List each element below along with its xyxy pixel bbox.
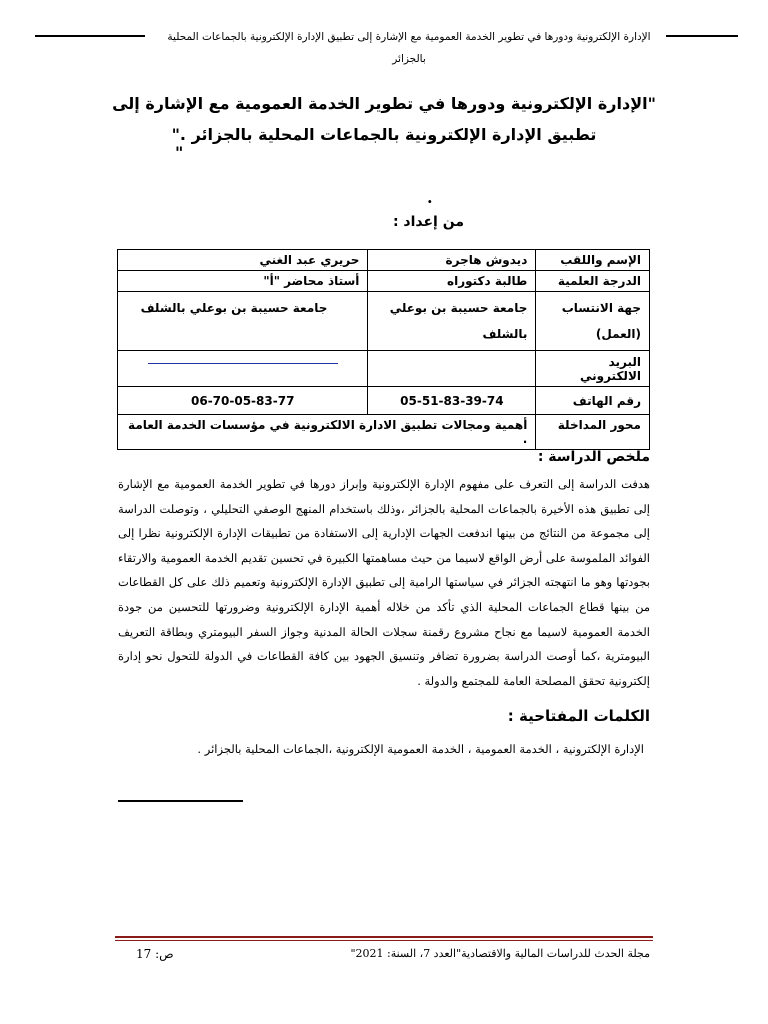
running-header: [0, 22, 768, 70]
author-2-name: حريري عبد الغني: [118, 250, 368, 271]
running-header-text: الإدارة الإلكترونية ودورها في تطوير الخدمة العمومية مع الإشارة إلى تطبيق الإدارة الإلكترونية بالجماعات المحلية بالجزائر: [167, 31, 651, 65]
email-label: البريد الالكتروني: [536, 351, 650, 387]
abstract-heading: ملخص الدراسة :: [537, 449, 650, 465]
email-link-underline[interactable]: [148, 363, 338, 364]
phone-label: رقم الهاتف: [536, 387, 650, 415]
footnote-separator: [118, 800, 243, 802]
author-2-phone: 06-70-05-83-77: [118, 387, 368, 415]
author-2-affiliation: جامعة حسيبة بن بوعلي بالشلف: [118, 292, 368, 351]
header-rule-right: [666, 35, 738, 37]
keywords-heading: الكلمات المفتاحية :: [507, 707, 650, 725]
table-row: [118, 351, 650, 387]
header-rule-left: [35, 35, 145, 37]
page-number: ص: 17: [136, 947, 174, 961]
table-row: [118, 292, 650, 351]
author-1-degree: طالبة دكتوراه: [368, 271, 536, 292]
table-row: [118, 387, 650, 415]
author-1-affiliation: جامعة حسيبة بن بوعلي بالشلف: [368, 292, 536, 351]
affiliation-label: جهة الانتساب (العمل): [536, 292, 650, 351]
abstract-text: هدفت الدراسة إلى التعرف على مفهوم الإدارة الإلكترونية وإبراز دورها في تطوير الخدمة العمومية مع الإشارة إلى تطبيق هذه الأخيرة بالجماعات المحلية بالجزائر ،وذلك باستخدام المنهج الوصفي التحليلي ، وتوصلت الدراسة إلى مجموعة من النتائج من بينها اندفعت الجهات الإدارية إلى الاستفادة من تطبيقات الإدارة الإلكترونية نظرا إلى الفوائد الملموسة على أرض الواقع لاسيما من حيث مساهمتها الكبيرة في تحسين تقديم الخدمة العمومية والارتقاء بجودتها وهو ما انتهجته الجزائر في سياستها الرامية إلى تطبيق الإدارة الإلكترونية وتعميم ذلك على كل القطاعات من بينها قطاع الجماعات المحلية الذي تأكد من خلاله أهمية الإدارة الإلكترونية وضرورتها للتحسين من جودة الخدمة العمومية لاسيما مع نجاح مشروع رقمنة سجلات الحالة المدنية وجواز السفر البيومتري وبطاقة التعريف البيومترية ،كما أوصت الدراسة بضرورة تضافر وتنسيق الجهود بين كافة القطاعات في الدولة للتحول نحو إدارة إلكترونية تحقق المصلحة العامة للمجتمع والدولة .: [118, 477, 650, 688]
paper-title: "الإدارة الإلكترونية ودورها في تطوير الخدمة العمومية مع الإشارة إلى تطبيق الإدارة الإلكترونية بالجماعات المحلية بالجزائر .": [112, 94, 656, 144]
footer-rule-thin: [115, 940, 653, 941]
stray-quote-mark: ": [175, 143, 184, 162]
degree-label: الدرجة العلمية: [536, 271, 650, 292]
keywords-text: الإدارة الإلكترونية ، الخدمة العمومية ، الخدمة العمومية الإلكترونية ،الجماعات المحلية بالجزائر .: [197, 742, 644, 756]
author-info-table: [117, 249, 650, 450]
footer-journal-info: مجلة الحدث للدراسات المالية والاقتصادية"العدد 7، السنة: 2021": [350, 947, 650, 960]
prepared-by-label: من إعداد :: [392, 214, 464, 230]
author-1-email: [368, 351, 536, 387]
table-row: [118, 271, 650, 292]
axis-label: محور المداخلة: [536, 415, 650, 450]
footer-rule-thick: [115, 936, 653, 938]
table-row: [118, 415, 650, 450]
author-1-phone: 05-51-83-39-74: [368, 387, 536, 415]
name-label: الإسم واللقب: [536, 250, 650, 271]
stray-dot: .: [427, 188, 433, 207]
author-2-degree: أستاذ محاضر "أ": [118, 271, 368, 292]
axis-value: أهمية ومجالات تطبيق الادارة الالكترونية في مؤسسات الخدمة العامة .: [118, 415, 536, 450]
author-2-email[interactable]: [118, 351, 368, 387]
table-row: [118, 250, 650, 271]
author-1-name: ديدوش هاجرة: [368, 250, 536, 271]
